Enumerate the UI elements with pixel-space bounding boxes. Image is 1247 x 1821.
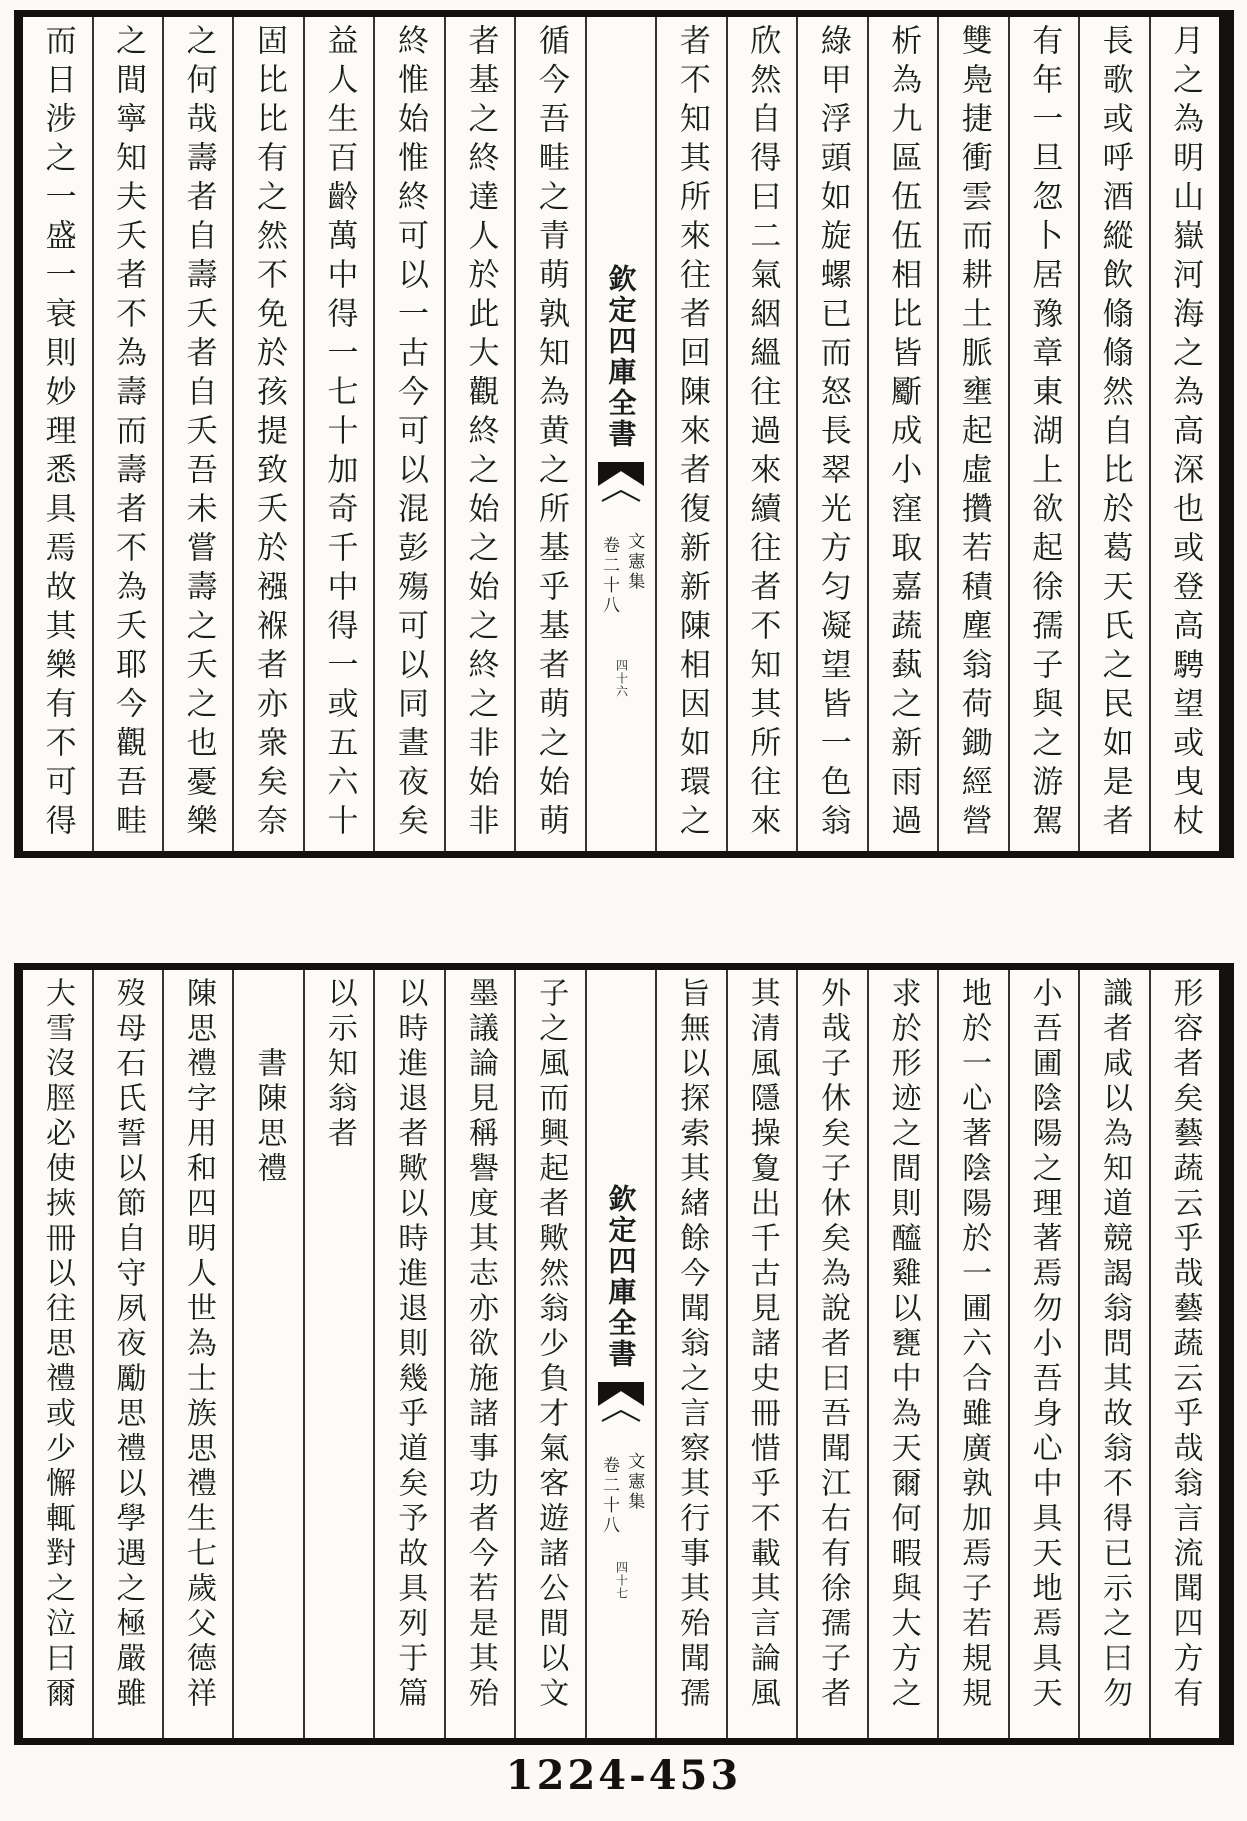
column-text: 而日涉之一盛一衰則妙理悉具焉故其樂有不可得 — [39, 24, 76, 843]
text-column — [939, 17, 1009, 851]
column-text: 地於一心著陰陽於一圃六合雖廣孰加焉子若規規 — [956, 977, 992, 1712]
fishtail-icon — [598, 462, 644, 486]
column-text: 書陳思禮 — [251, 1047, 287, 1187]
column-text: 析為九區伍伍相比皆斸成小窪取嘉蔬蓺之新雨過 — [885, 24, 922, 843]
spine-chapter: 卷二十八 — [599, 536, 620, 616]
column-text: 旨無以探索其緒餘今聞翁之言察其行事其殆聞孺 — [674, 977, 710, 1712]
spine-folio-number: 四十七 — [614, 1561, 629, 1601]
spine-column — [587, 970, 657, 1738]
fishtail-caret-icon — [600, 489, 642, 502]
text-column — [516, 17, 586, 851]
column-text: 子之風而興起者歟然翁少負才氣客遊諸公間以文 — [533, 977, 569, 1712]
column-text: 大雪沒脛必使挾冊以往思禮或少懈輒對之泣曰爾 — [40, 977, 76, 1712]
spine-title: 欽定四庫全書 — [604, 1184, 638, 1370]
spine-labels — [596, 532, 647, 616]
spine-folio-number: 四十六 — [614, 659, 629, 699]
column-text: 求於形迹之間則醯雞以甕中為天爾何暇與大方之 — [885, 977, 921, 1712]
text-column — [305, 970, 375, 1738]
spine-column — [587, 17, 657, 851]
column-text: 之何哉壽者自壽夭者自夭吾未嘗壽之夭之也憂樂 — [180, 24, 217, 843]
text-column — [94, 970, 164, 1738]
column-text: 者基之終達人於此大觀終之始之始之終之非始非 — [462, 24, 499, 843]
text-column — [94, 17, 164, 851]
column-text: 益人生百齡萬中得一七十加奇千中得一或五六十 — [321, 24, 358, 843]
fishtail-icon — [598, 1382, 644, 1406]
text-column — [516, 970, 586, 1738]
text-column — [728, 970, 798, 1738]
column-text: 歿母石氏誓以節自守夙夜勵思禮以學遇之極嚴雖 — [110, 977, 146, 1712]
text-column — [798, 970, 868, 1738]
text-column — [305, 17, 375, 851]
text-column — [164, 17, 234, 851]
text-column — [446, 970, 516, 1738]
column-text: 固比比有之然不免於孩提致夭於襁褓者亦衆矣奈 — [251, 24, 288, 843]
column-text: 月之為明山嶽河海之為高深也或登高騁望或曳杖 — [1167, 24, 1204, 843]
text-column — [23, 17, 93, 851]
column-text: 以時進退者歟以時進退則幾乎道矣予故具列于篇 — [392, 977, 428, 1712]
spine-labels — [596, 1452, 647, 1536]
text-column — [869, 970, 939, 1738]
text-column — [446, 17, 516, 851]
text-column — [869, 17, 939, 851]
text-column — [798, 17, 868, 851]
column-text: 綠甲浮頭如旋螺已而怒長翠光方匀凝望皆一色翁 — [814, 24, 851, 843]
text-column — [234, 970, 304, 1738]
column-text: 終惟始惟終可以一古今可以混彭殤可以同晝夜矣 — [391, 24, 428, 843]
text-column — [657, 970, 727, 1738]
text-column — [234, 17, 304, 851]
column-text: 欣然自得曰二氣絪縕往過來續往者不知其所往來 — [744, 24, 781, 843]
column-text: 其清風隱操夐出千古見諸史冊惜乎不載其言論風 — [744, 977, 780, 1712]
column-text: 墨議論見稱譽度其志亦欲施諸事功者今若是其殆 — [462, 977, 498, 1712]
column-text: 外哉子休矣子休矣為說者曰吾聞江右有徐孺子者 — [815, 977, 851, 1712]
text-column — [1151, 970, 1219, 1738]
column-text: 長歌或呼酒縱飲翛翛然自比於葛天氏之民如是者 — [1096, 24, 1133, 843]
spine-book-title: 文憲集 — [624, 532, 645, 592]
spine-title: 欽定四庫全書 — [604, 264, 638, 450]
text-column — [375, 17, 445, 851]
column-text: 以示知翁者 — [321, 977, 357, 1152]
column-text: 雙鳧捷衝雲而耕土脈壅起虛攢若積塵翁荷鋤經營 — [955, 24, 992, 843]
text-column — [164, 970, 234, 1738]
column-text: 有年一旦忽卜居豫章東湖上欲起徐孺子與之游駕 — [1026, 24, 1063, 843]
spine-chapter: 卷二十八 — [599, 1456, 620, 1536]
text-column — [1080, 17, 1150, 851]
text-column — [939, 970, 1009, 1738]
text-column — [23, 970, 93, 1738]
bottom-page — [14, 963, 1234, 1745]
text-column — [375, 970, 445, 1738]
spine-book-title: 文憲集 — [624, 1452, 645, 1512]
bottom-page-columns — [23, 970, 1219, 1738]
column-text: 之間寧知夫夭者不為壽而壽者不為夭耶今觀吾畦 — [110, 24, 147, 843]
text-column — [1010, 970, 1080, 1738]
fishtail-caret-icon — [600, 1409, 642, 1422]
column-text: 識者咸以為知道競謁翁問其故翁不得已示之曰勿 — [1097, 977, 1133, 1712]
text-column — [728, 17, 798, 851]
top-page — [14, 10, 1234, 858]
text-column — [1010, 17, 1080, 851]
column-text: 者不知其所來往者回陳來者復新新陳相因如環之 — [673, 24, 710, 843]
footer-page-number: 1224-453 — [505, 1752, 742, 1799]
text-column — [657, 17, 727, 851]
column-text: 形容者矣藝蔬云乎哉藝蔬云乎哉翁言流聞四方有 — [1167, 977, 1203, 1712]
column-text: 小吾圃陰陽之理著焉勿小吾身心中具天地焉具天 — [1026, 977, 1062, 1712]
column-text: 陳思禮字用和四明人世為士族思禮生七歲父德祥 — [180, 977, 216, 1712]
top-page-columns — [23, 17, 1219, 851]
text-column — [1151, 17, 1219, 851]
text-column — [1080, 970, 1150, 1738]
column-text: 循今吾畦之青萌孰知為黄之所基乎基者萌之始萌 — [532, 24, 569, 843]
